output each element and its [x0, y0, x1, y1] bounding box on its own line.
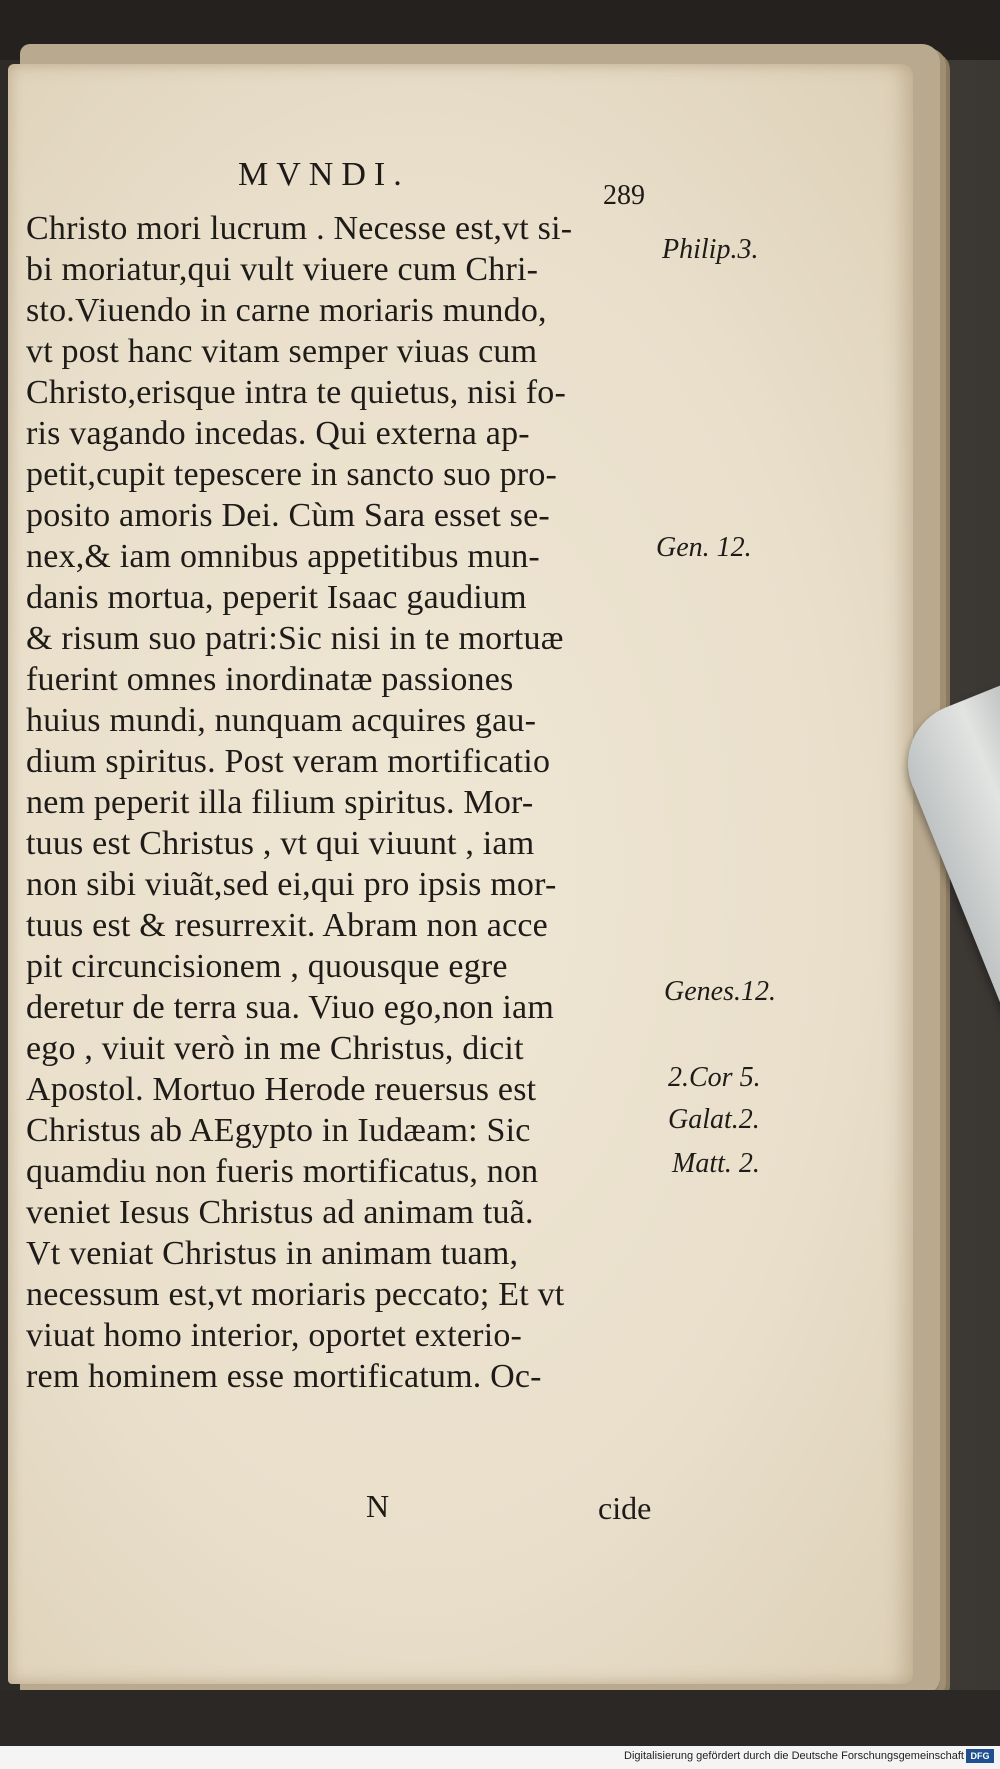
text-line: pit circuncisionem , quousque egre	[26, 948, 508, 985]
text-line: fuerint omnes inordinatæ passiones	[26, 661, 514, 698]
text-line: ego , viuit verò in me Christus, dicit	[26, 1030, 524, 1067]
text-line: vt post hanc vitam semper viuas cum	[26, 333, 538, 370]
text-line: huius mundi, nunquam acquires gau-	[26, 702, 537, 739]
text-line: Christo,erisque intra te quietus, nisi fo-	[26, 374, 567, 411]
text-line: Christo mori lucrum . Necesse est,vt si-	[26, 210, 573, 247]
dfg-logo: DFG	[966, 1749, 994, 1763]
text-line: tuus est Christus , vt qui viuunt , iam	[26, 825, 535, 862]
running-title: MVNDI.	[238, 156, 410, 193]
text-line: necessum est,vt moriaris peccato; Et vt	[26, 1276, 565, 1313]
text-line: quamdiu non fueris mortificatus, non	[26, 1153, 539, 1190]
text-line: Christus ab AEgypto in Iudæam: Sic	[26, 1112, 531, 1149]
signature-mark: N	[366, 1488, 390, 1524]
margin-note-matthew: Matt. 2.	[672, 1148, 760, 1179]
text-line: Apostol. Mortuo Herode reuersus est	[26, 1071, 537, 1108]
text-line: ris vagando incedas. Qui externa ap-	[26, 415, 530, 452]
text-line: danis mortua, peperit Isaac gaudium	[26, 579, 527, 616]
page-number: 289	[603, 180, 645, 211]
text-line: & risum suo patri:Sic nisi in te mortuæ	[26, 620, 564, 657]
text-line: veniet Iesus Christus ad animam tuã.	[26, 1194, 534, 1231]
text-line: viuat homo interior, oportet exterio-	[26, 1317, 523, 1354]
text-line: non sibi viuãt,sed ei,qui pro ipsis mor-	[26, 866, 557, 903]
scan-bottom-shadow	[0, 1690, 1000, 1746]
text-line: rem hominem esse mortificatum. Oc-	[26, 1358, 542, 1395]
text-line: posito amoris Dei. Cùm Sara esset se-	[26, 497, 550, 534]
body-text	[26, 208, 676, 1397]
text-line: tuus est & resurrexit. Abram non acce	[26, 907, 548, 944]
margin-note-corinthians: 2.Cor 5.	[668, 1062, 761, 1093]
text-line: nem peperit illa filium spiritus. Mor-	[26, 784, 534, 821]
margin-note-genesis-2: Genes.12.	[664, 976, 776, 1007]
catchword: cide	[598, 1490, 652, 1526]
text-line: bi moriatur,qui vult viuere cum Chri-	[26, 251, 539, 288]
text-line: dium spiritus. Post veram mortificatio	[26, 743, 551, 780]
text-line: Vt veniat Christus in animam tuam,	[26, 1235, 519, 1272]
margin-note-genesis: Gen. 12.	[656, 532, 752, 563]
margin-note-philippians: Philip.3.	[662, 234, 759, 265]
text-line: petit,cupit tepescere in sancto suo pro-	[26, 456, 558, 493]
text-line: nex,& iam omnibus appetitibus mun-	[26, 538, 540, 575]
text-line: deretur de terra sua. Viuo ego,non iam	[26, 989, 554, 1026]
digitization-credit: Digitalisierung gefördert durch die Deutsche Forschungsgemeinschaft	[624, 1750, 964, 1762]
margin-note-galatians: Galat.2.	[668, 1104, 760, 1135]
text-line: sto.Viuendo in carne moriaris mundo,	[26, 292, 547, 329]
